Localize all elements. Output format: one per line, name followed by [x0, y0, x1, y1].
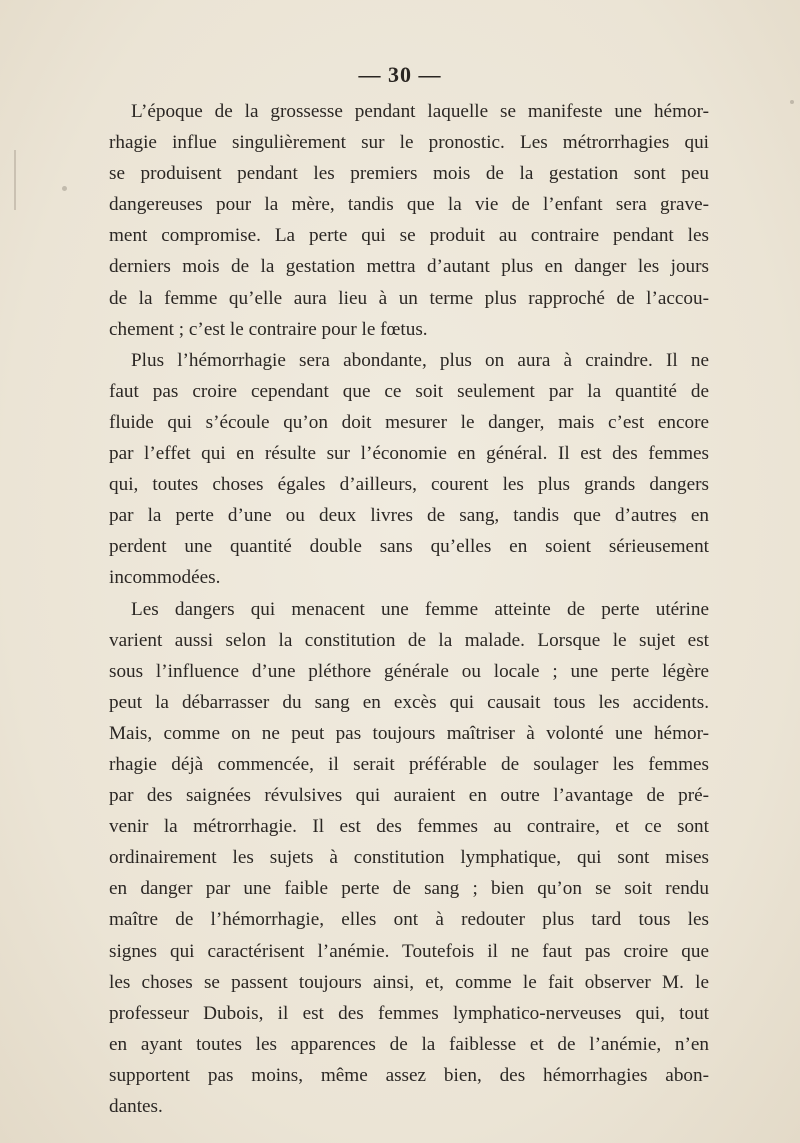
text-line: dantes. [109, 1096, 163, 1117]
text-line: Les dangers qui menacent une femme atteinte de perte utérine [131, 598, 709, 620]
text-line: signes qui caractérisent l’anémie. Toutefois il ne faut pas croire que [109, 940, 709, 962]
text-line: par l’effet qui en résulte sur l’économie en général. Il est des femmes [109, 443, 709, 465]
text-line: ment compromise. La perte qui se produit au contraire pendant les [109, 225, 709, 247]
text-line: par la perte d’une ou deux livres de sang, tandis que d’autres en [109, 505, 709, 527]
text-line: supportent pas moins, même assez bien, des hémorrhagies abon- [109, 1064, 709, 1086]
text-line: en danger par une faible perte de sang ; bien qu’on se soit rendu [109, 878, 709, 900]
text-line: incommodées. [109, 567, 221, 589]
margin-stain [14, 150, 16, 210]
body-text [109, 96, 709, 1122]
text-line: ordinairement les sujets à constitution lymphatique, qui sont mises [109, 847, 709, 869]
text-line: Mais, comme on ne peut pas toujours maîtriser à volonté une hémor- [109, 722, 709, 744]
page-number: — 30 — [358, 62, 442, 87]
text-line: les choses se passent toujours ainsi, et, comme le fait observer M. le [109, 971, 709, 993]
text-line: maître de l’hémorrhagie, elles ont à redouter plus tard tous les [109, 909, 709, 931]
text-line: perdent une quantité double sans qu’elles en soient sérieusement [109, 536, 709, 558]
text-line: qui, toutes choses égales d’ailleurs, courent les plus grands dangers [109, 474, 709, 496]
text-line: venir la métrorrhagie. Il est des femmes au contraire, et ce sont [109, 816, 709, 838]
text-line: dangereuses pour la mère, tandis que la vie de l’enfant sera grave- [109, 194, 709, 216]
text-line: professeur Dubois, il est des femmes lymphatico-nerveuses qui, tout [109, 1002, 709, 1024]
text-line: se produisent pendant les premiers mois de la gestation sont peu [109, 163, 709, 185]
text-line: Plus l’hémorrhagie sera abondante, plus on aura à craindre. Il ne [131, 349, 709, 371]
paper-speck [790, 100, 794, 104]
text-line: faut pas croire cependant que ce soit seulement par la quantité de [109, 380, 709, 402]
text-line: varient aussi selon la constitution de la malade. Lorsque le sujet est [109, 629, 709, 651]
paper-speck [62, 186, 67, 191]
text-line: en ayant toutes les apparences de la faiblesse et de l’anémie, n’en [109, 1033, 709, 1055]
text-line: fluide qui s’écoule qu’on doit mesurer le danger, mais c’est encore [109, 411, 709, 433]
text-line: rhagie influe singulièrement sur le pronostic. Les métrorrhagies qui [109, 132, 709, 154]
text-line: sous l’influence d’une pléthore générale ou locale ; une perte légère [109, 660, 709, 682]
text-line: par des saignées révulsives qui auraient en outre l’avantage de pré- [109, 785, 709, 807]
text-line: peut la débarrasser du sang en excès qui causait tous les accidents. [109, 691, 709, 713]
text-line: chement ; c’est le contraire pour le fœtus. [109, 318, 428, 340]
text-line: L’époque de la grossesse pendant laquelle se manifeste une hémor- [131, 101, 709, 122]
text-line: de la femme qu’elle aura lieu à un terme plus rapproché de l’accou- [109, 287, 709, 309]
text-line: derniers mois de la gestation mettra d’autant plus en danger les jours [109, 256, 709, 278]
text-line: rhagie déjà commencée, il serait préférable de soulager les femmes [109, 753, 709, 775]
